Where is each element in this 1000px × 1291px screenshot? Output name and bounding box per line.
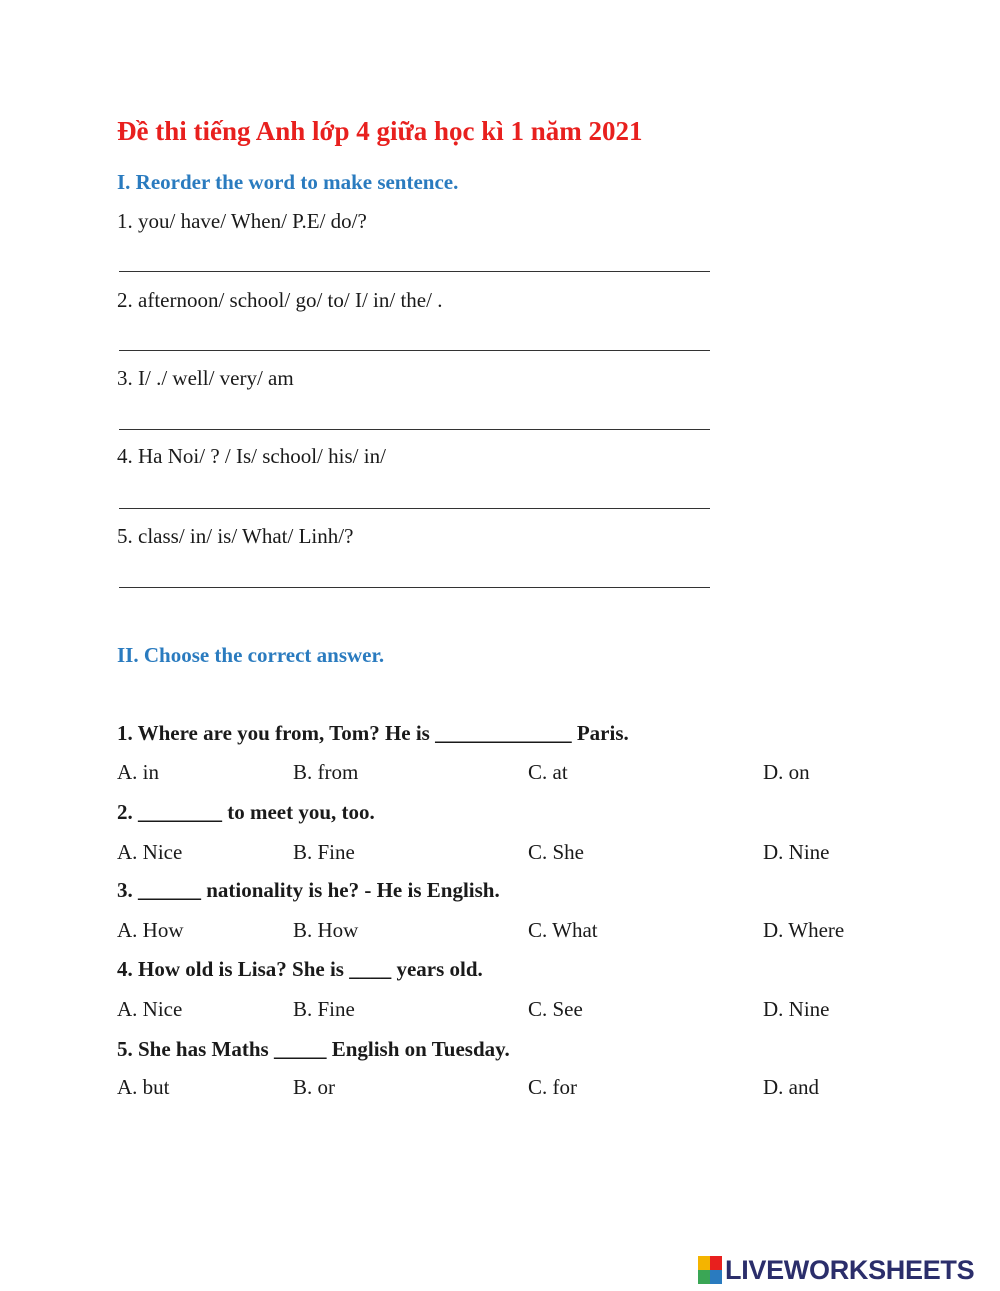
q2-option-d[interactable]: D. Nine (763, 840, 830, 864)
reorder-item-1: 1. you/ have/ When/ P.E/ do/? (117, 209, 367, 233)
q2-option-b[interactable]: B. Fine (293, 840, 355, 864)
q1-option-c[interactable]: C. at (528, 760, 568, 784)
reorder-item-5: 5. class/ in/ is/ What/ Linh/? (117, 524, 354, 548)
page-title: Đề thi tiếng Anh lớp 4 giữa học kì 1 năm 2021 (117, 116, 643, 146)
answer-line-3[interactable] (119, 429, 710, 430)
q2-option-c[interactable]: C. She (528, 840, 585, 864)
section-2-heading: II. Choose the correct answer. (117, 643, 385, 667)
answer-line-2[interactable] (119, 350, 710, 351)
q3-option-c[interactable]: C. What (528, 918, 598, 942)
q5-option-d[interactable]: D. and (763, 1075, 819, 1099)
liveworksheets-logo (698, 1254, 974, 1286)
answer-line-4[interactable] (119, 508, 710, 509)
question-1: 1. Where are you from, Tom? He is _____________ Paris. (117, 721, 629, 745)
q4-option-b[interactable]: B. Fine (293, 997, 355, 1021)
q3-option-d[interactable]: D. Where (763, 918, 845, 942)
liveworksheets-logo-icon (698, 1256, 722, 1284)
answer-line-5[interactable] (119, 587, 710, 588)
q5-option-c[interactable]: C. for (528, 1075, 577, 1099)
question-4: 4. How old is Lisa? She is ____ years old. (117, 957, 483, 981)
q3-option-a[interactable]: A. How (117, 918, 184, 942)
q1-option-d[interactable]: D. on (763, 760, 810, 784)
logo-text: LIVEWORKSHEETS (725, 1254, 975, 1285)
question-3: 3. ______ nationality is he? - He is English. (117, 878, 500, 902)
answer-line-1[interactable] (119, 271, 710, 272)
q1-option-a[interactable]: A. in (117, 760, 159, 784)
question-2: 2. ________ to meet you, too. (117, 800, 375, 824)
q4-option-c[interactable]: C. See (528, 997, 583, 1021)
q4-option-d[interactable]: D. Nine (763, 997, 830, 1021)
q3-option-b[interactable]: B. How (293, 918, 359, 942)
q5-option-b[interactable]: B. or (293, 1075, 335, 1099)
section-1-heading: I. Reorder the word to make sentence. (117, 170, 459, 194)
reorder-item-4: 4. Ha Noi/ ? / Is/ school/ his/ in/ (117, 444, 386, 468)
q4-option-a[interactable]: A. Nice (117, 997, 183, 1021)
q5-option-a[interactable]: A. but (117, 1075, 170, 1099)
reorder-item-2: 2. afternoon/ school/ go/ to/ I/ in/ the/ . (117, 288, 443, 312)
reorder-item-3: 3. I/ ./ well/ very/ am (117, 366, 294, 390)
q1-option-b[interactable]: B. from (293, 760, 359, 784)
question-5: 5. She has Maths _____ English on Tuesday. (117, 1037, 510, 1061)
q2-option-a[interactable]: A. Nice (117, 840, 183, 864)
